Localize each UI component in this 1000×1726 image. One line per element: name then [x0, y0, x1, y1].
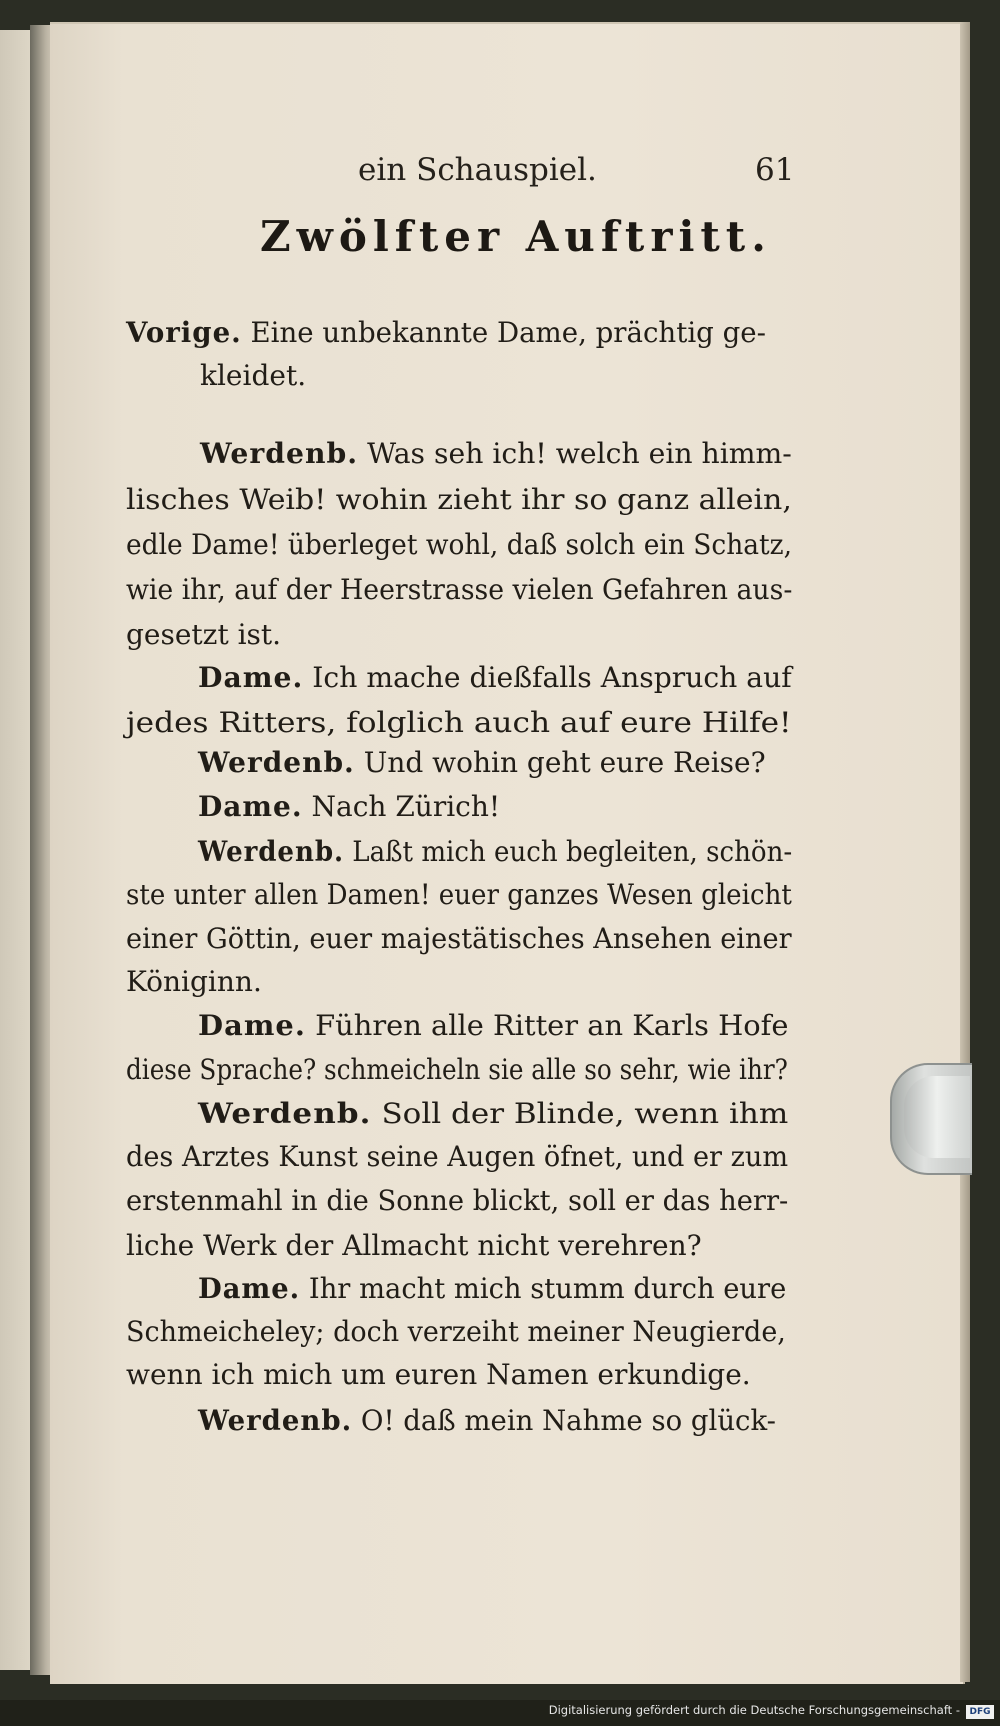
text-line: [126, 313, 766, 353]
text-line: [198, 787, 500, 827]
text-line: [198, 1401, 776, 1441]
text-line: [126, 1226, 702, 1266]
line-text: erstenmahl in die Sonne blickt, soll er das herr-: [126, 1184, 789, 1217]
speaker-name: Dame.: [198, 1272, 301, 1305]
speaker-name: Dame.: [198, 790, 303, 823]
line-text: edle Dame! überleget wohl, daß solch ein Schatz,: [126, 528, 793, 561]
line-text: Und wohin geht eure Reise?: [363, 746, 766, 779]
text-line: [198, 743, 766, 783]
text-line: [126, 1312, 786, 1352]
text-line: [126, 962, 262, 1002]
line-text: Königinn.: [126, 965, 262, 998]
line-text: wie ihr, auf der Heerstrasse vielen Gefahren aus-: [126, 573, 793, 606]
line-text: gesetzt ist.: [126, 618, 282, 651]
text-line: [198, 1269, 786, 1309]
page-number: 61: [755, 152, 795, 188]
speaker-name: Dame.: [198, 661, 304, 694]
scene-heading: Zwölfter Auftritt.: [260, 212, 772, 261]
speaker-name: Werdenb.: [198, 1404, 353, 1437]
speaker-name: Werdenb.: [198, 835, 344, 868]
text-line: [126, 1181, 788, 1221]
left-page-edge: [0, 30, 31, 1670]
speaker-name: Dame.: [198, 1009, 306, 1042]
line-text: einer Göttin, euer majestätisches Ansehen einer: [126, 922, 792, 955]
line-text: diese Sprache? schmeicheln sie alle so sehr, wie ihr?: [126, 1053, 788, 1086]
line-text: Ich mache dießfalls Anspruch auf: [312, 661, 792, 694]
text-line: [198, 832, 792, 872]
line-text: Soll der Blinde, wenn ihm: [381, 1097, 789, 1130]
text-line: [126, 1355, 751, 1395]
text-line: [126, 1137, 788, 1177]
speaker-name: Werdenb.: [200, 437, 359, 470]
line-text: Nach Zürich!: [311, 790, 501, 823]
line-text: O! daß mein Nahme so glück-: [360, 1404, 776, 1437]
line-text: kleidet.: [200, 359, 307, 392]
line-text: Schmeicheley; doch verzeiht meiner Neugierde,: [126, 1315, 786, 1348]
text-line: [126, 875, 792, 915]
footer-credit: Digitalisierung gefördert durch die Deutsche Forschungsgemeinschaft -: [548, 1703, 960, 1717]
line-text: Was seh ich! welch ein himm-: [367, 437, 792, 470]
line-text: liche Werk der Allmacht nicht verehren?: [126, 1229, 702, 1262]
text-line: [200, 434, 792, 474]
line-text: Eine unbekannte Dame, prächtig ge-: [250, 316, 766, 349]
text-line: [200, 356, 306, 396]
running-head: ein Schauspiel.: [358, 152, 597, 188]
line-text: jedes Ritters, folglich auch auf eure Hilfe!: [126, 706, 792, 739]
speaker-name: Werdenb.: [198, 1097, 372, 1130]
speaker-name: Werdenb.: [198, 746, 355, 779]
page-clip-highlight: [904, 1076, 970, 1158]
text-line: [198, 658, 792, 698]
line-text: Laßt mich euch begleiten, schön-: [352, 835, 793, 868]
text-line: [126, 615, 281, 655]
text-line: [126, 570, 792, 610]
dfg-logo: DFG: [966, 1705, 994, 1719]
line-text: wenn ich mich um euren Namen erkundige.: [126, 1358, 751, 1391]
text-line: [198, 1006, 788, 1046]
page-right-edge: [960, 22, 970, 1682]
text-line: [126, 1050, 788, 1090]
line-text: ste unter allen Damen! euer ganzes Wesen gleicht: [126, 878, 792, 911]
line-text: des Arztes Kunst seine Augen öfnet, und er zum: [126, 1140, 789, 1173]
line-text: Führen alle Ritter an Karls Hofe: [315, 1009, 789, 1042]
text-line: [126, 525, 792, 565]
text-line: [198, 1094, 788, 1134]
line-text: Ihr macht mich stumm durch eure: [308, 1272, 787, 1305]
speaker-name: Vorige.: [126, 316, 242, 349]
text-line: [126, 703, 792, 743]
line-text: lisches Weib! wohin zieht ihr so ganz allein,: [126, 483, 792, 516]
text-line: [126, 919, 792, 959]
text-line: [126, 480, 792, 520]
